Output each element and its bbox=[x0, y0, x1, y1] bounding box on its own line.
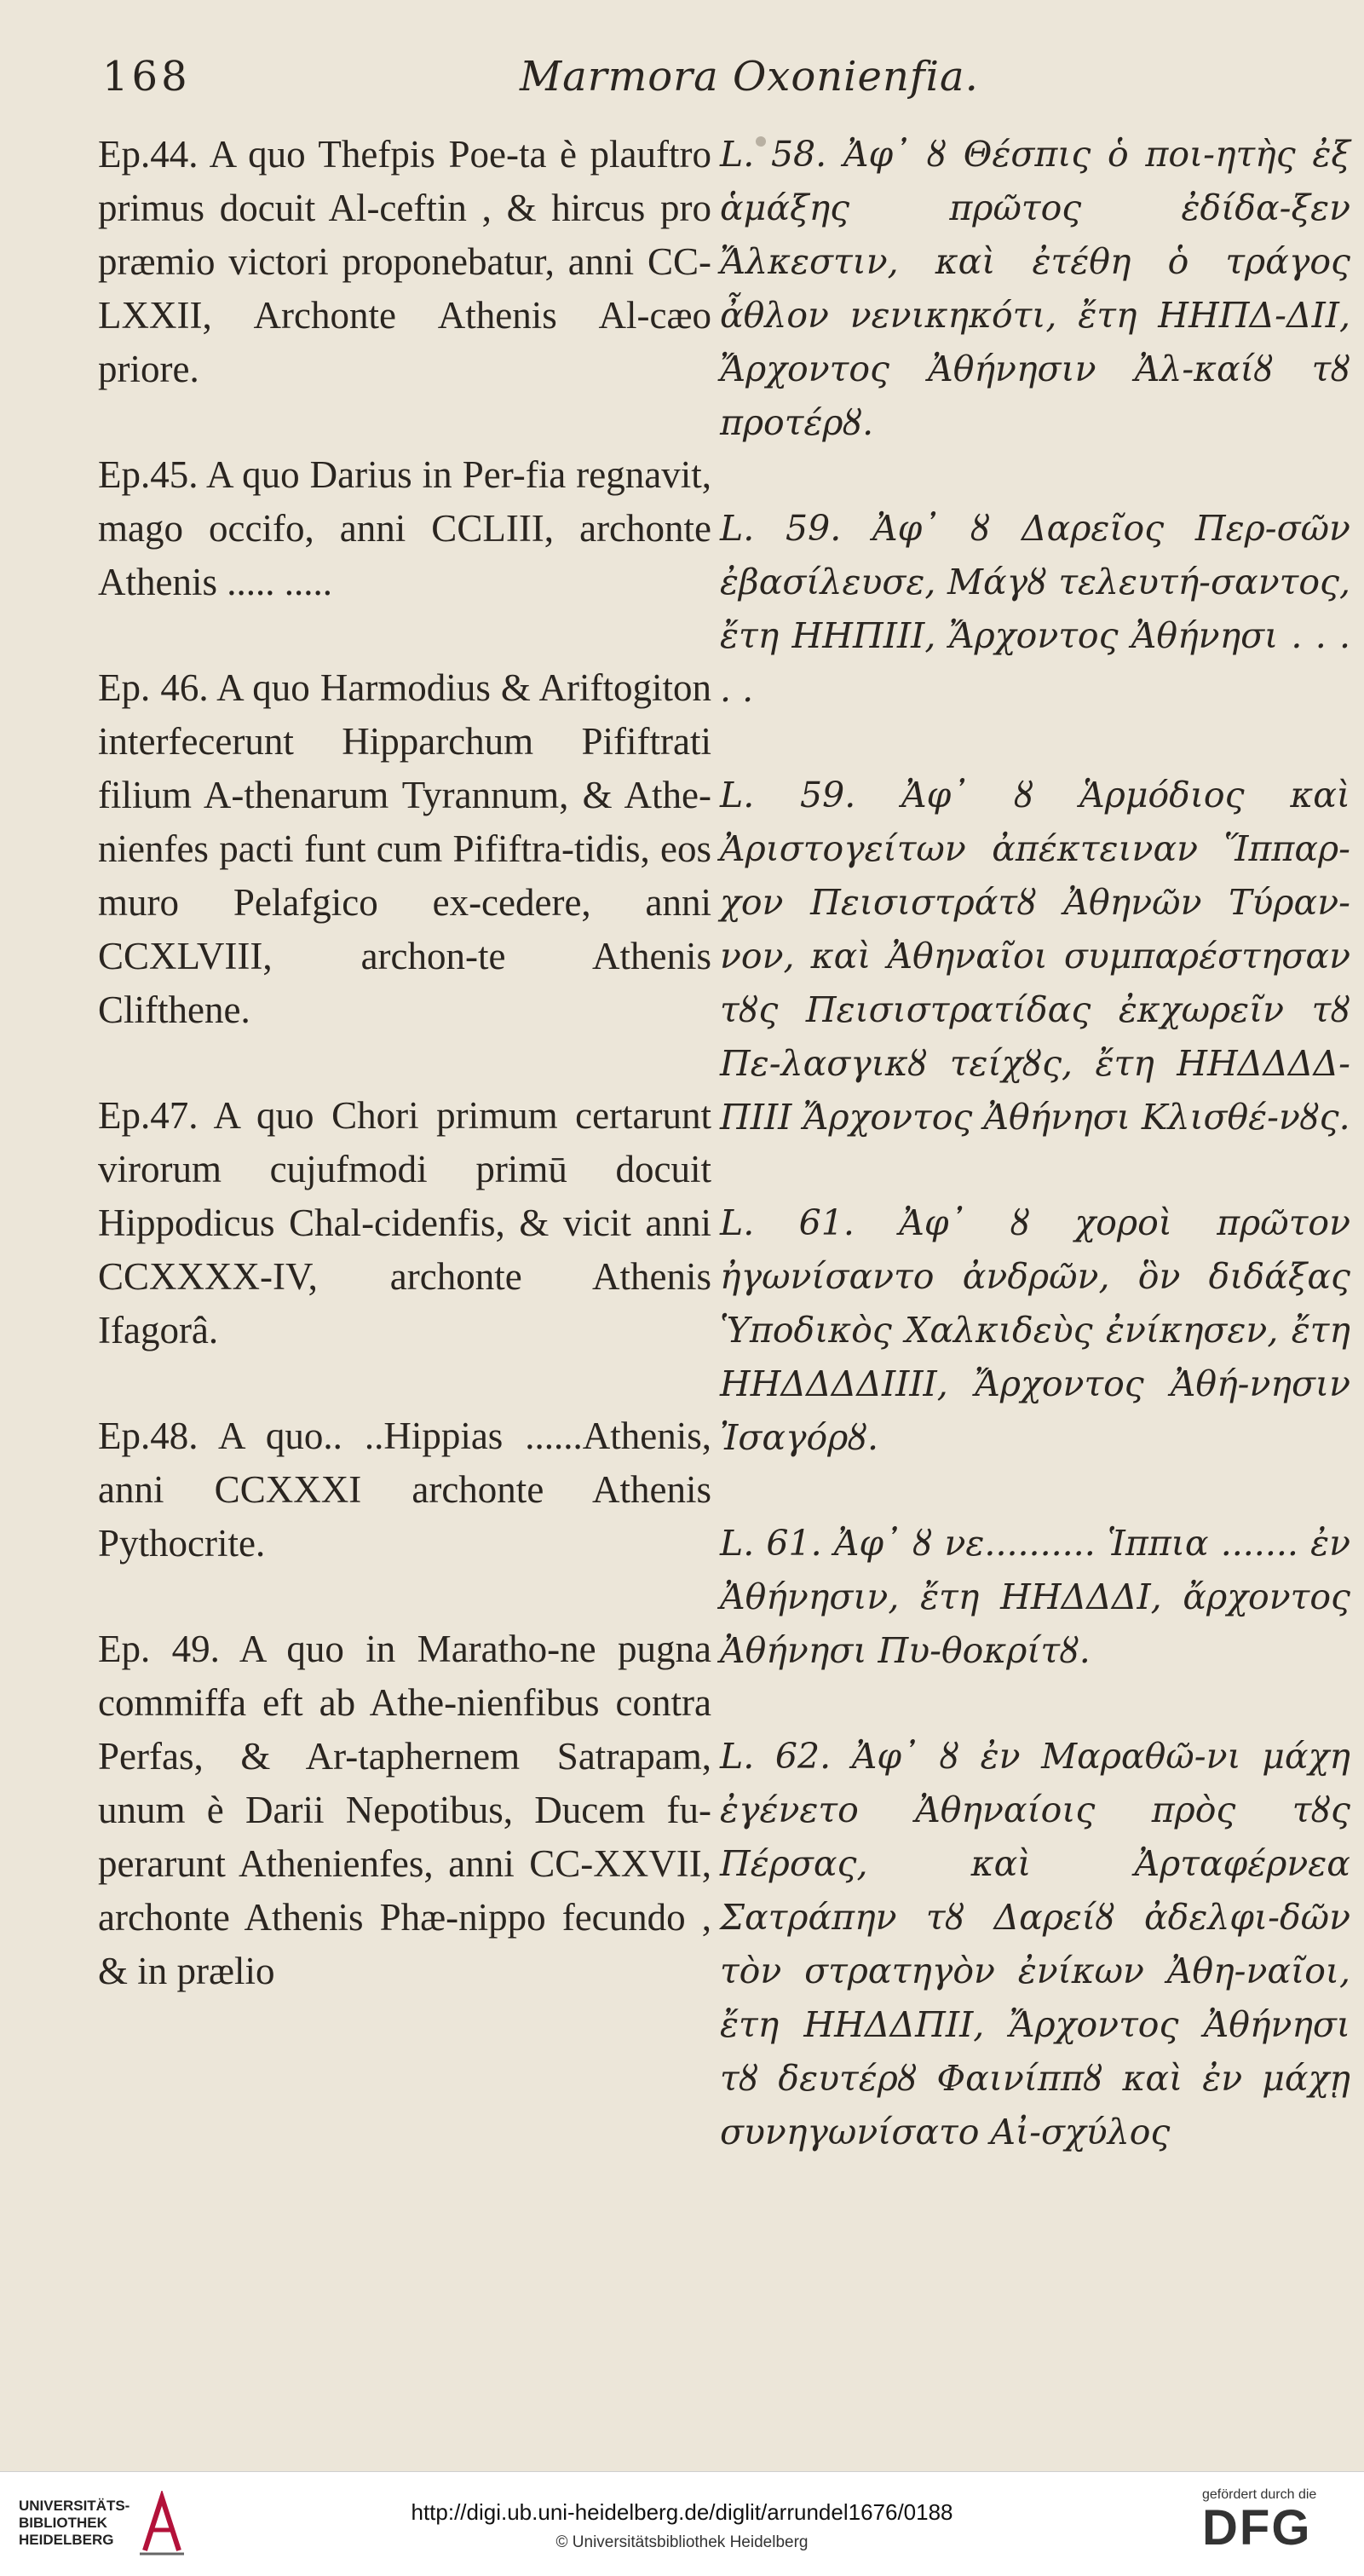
permalink-url[interactable]: http://digi.ub.uni-heidelberg.de/diglit/arrundel1676/0188 bbox=[411, 2499, 953, 2525]
greek-column bbox=[720, 128, 1350, 2211]
greek-entry-l61b bbox=[720, 1517, 1350, 1678]
entry-text: L. 59. Ἀφ᾽ ȣ Ἁρμόδιος καὶ Ἀριστογείτων ἀπέκτειναν Ἵππαρ-χον Πεισιστράτȣ Ἀθηνῶν Τύραν-νον, καὶ Ἀθηναῖοι συμπαρέστησαν τȣς Πεισιστρατίδας ἐκχωρεῖν τȣ Πε-λασγικȣ τείχȣς, ἔτη ΗΗΔΔΔΔ-ΠΙΙΙ Ἄρχοντος Ἀθήνησι Κλισθέ-νȣς. bbox=[720, 775, 1350, 1138]
greek-entry-l61a bbox=[720, 1196, 1350, 1465]
greek-entry-l59a bbox=[720, 502, 1350, 717]
entry-text: Ep.44. A quo Thefpis Poe-ta è plauftro primus docuit Al-ceftin , & hircus pro præmio victori proponebatur, anni CC-LXXII, Archonte Athenis Al-cæo priore. bbox=[98, 133, 711, 390]
latin-entry-ep48 bbox=[98, 1409, 711, 1570]
entry-text: L. 59. Ἀφ᾽ ȣ Δαρεῖος Περ-σῶν ἐβασίλευσε, Μάγȣ τελευτή-σαντος, ἔτη ΗΗΠΙΙΙ, Ἄρχοντος Ἀθήνησι . . . . . bbox=[720, 508, 1350, 710]
entry-text: Ep.48. A quo.. ..Hippias ......Athenis, anni CCXXXI archonte Athenis Pythocrite. bbox=[98, 1415, 711, 1565]
entry-text: Ep.45. A quo Darius in Per-fia regnavit, mago occifo, anni CCLIII, archonte Athenis ..... ..... bbox=[98, 453, 711, 603]
latin-column bbox=[98, 128, 711, 2050]
latin-entry-ep49 bbox=[98, 1622, 711, 1998]
entry-text: Ep. 46. A quo Harmodius & Ariftogiton interfecerunt Hipparchum Pififtrati filium A-thenarum Tyrannum, & Athe-nienfes pacti funt cum Pififtra-tidis, eos muro Pelafgico ex-cedere, anni CCXLVIII, archon-te Athenis Clifthene. bbox=[98, 666, 711, 1031]
entry-text: L. 62. Ἀφ᾽ ȣ ἐν Μαραθῶ-νι μάχη ἐγένετο Ἀθηναίοις πρὸς τȣς Πέρσας, καὶ Ἀρταφέρνεα Σατράπην τȣ Δαρείȣ ἀδελφι-δῶν τὸν στρατηγὸν ἐνίκων Ἀθη-ναῖοι, ἔτη ΗΗΔΔΠΙΙ, Ἄρχοντος Ἀθήνησι τȣ δευτέρȣ Φαινίππȣ καὶ ἐν μάχῃ συνηγωνίσατο Αἰ-σχύλος bbox=[720, 1736, 1350, 2152]
funding-logo[interactable] bbox=[1202, 2487, 1338, 2554]
funding-label: gefördert durch die bbox=[1202, 2487, 1317, 2502]
latin-entry-ep45 bbox=[98, 448, 711, 609]
latin-entry-ep46 bbox=[98, 661, 711, 1037]
library-logo-text: UNIVERSITÄTS-BIBLIOTHEK HEIDELBERG bbox=[19, 2498, 130, 2548]
greek-entry-l62 bbox=[720, 1730, 1350, 2159]
entry-text: L. 58. Ἀφ᾽ ȣ Θέσπις ὁ ποι-ητὴς ἐξ ἁμάξης πρῶτος ἐδίδα-ξεν Ἄλκεστιν, καὶ ἐτέθη ὁ τράγος ἆθλον νενικηκότι, ἔτη ΗΗΠΔ-ΔΙΙ, Ἄρχοντος Ἀθήνησιν Ἀλ-καίȣ τȣ προτέρȣ. bbox=[720, 134, 1350, 443]
entry-text: Ep.47. A quo Chori primum certarunt virorum cujufmodi primū docuit Hippodicus Chal-cidenfis, & vicit anni CCXXXX-IV, archonte Athenis Ifagorâ. bbox=[98, 1094, 711, 1351]
running-title: Marmora Oxonienfia. bbox=[520, 53, 979, 101]
viewer-footer bbox=[0, 2471, 1364, 2576]
latin-entry-ep47 bbox=[98, 1089, 711, 1357]
page-number: 168 bbox=[102, 53, 191, 101]
copyright-notice: © Universitätsbibliothek Heidelberg bbox=[555, 2533, 809, 2551]
greek-entry-l59b bbox=[720, 769, 1350, 1144]
dfg-logo: DFG bbox=[1202, 2500, 1312, 2556]
greek-entry-l58 bbox=[720, 128, 1350, 450]
entry-text: Ep. 49. A quo in Maratho-ne pugna commiffa eft ab Athe-nienfibus contra Perfas, & Ar-taphernem Satrapam, unum è Darii Nepotibus, Ducem fu-perarunt Athenienfes, anni CC-XXVII, archonte Athenis Phæ-nippo fecundo , & in prælio bbox=[98, 1628, 711, 1992]
running-head bbox=[102, 53, 1313, 112]
entry-text: L. 61. Ἀφ᾽ ȣ νε.......... Ἱππια ....... ἐν Ἀθήνησιν, ἔτη ΗΗΔΔΔΙ, ἄρχοντος Ἀθήνησι Πυ-θοκρίτȣ. bbox=[720, 1523, 1350, 1671]
latin-entry-ep44 bbox=[98, 128, 711, 396]
entry-text: L. 61. Ἀφ᾽ ȣ χοροὶ πρῶτον ἠγωνίσαντο ἀνδρῶν, ὃν διδάξας Ὑποδικὸς Χαλκιδεὺς ἐνίκησεν, ἔτη ΗΗΔΔΔΔΙΙΙΙ, Ἄρχοντος Ἀθή-νησιν Ἰσαγόρȣ. bbox=[720, 1202, 1350, 1458]
